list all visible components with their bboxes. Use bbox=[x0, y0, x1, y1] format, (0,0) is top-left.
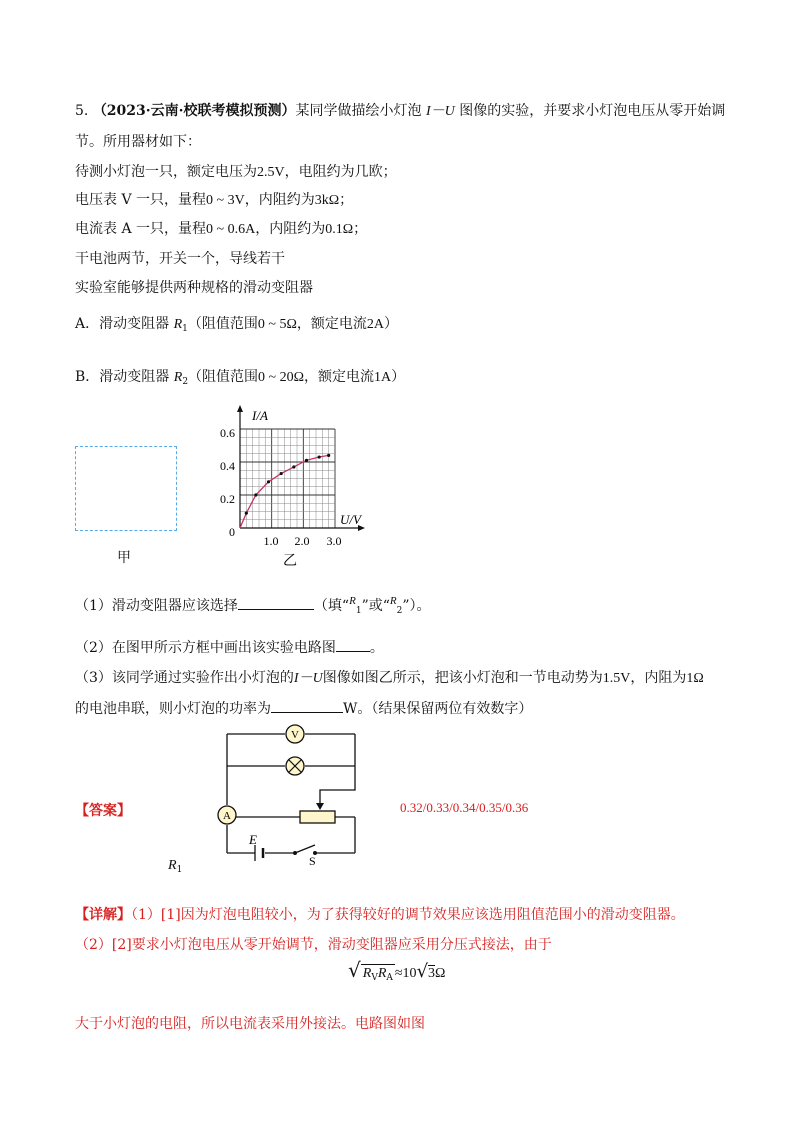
sub1-r1-sub: 1 bbox=[355, 606, 362, 616]
option-a-text-c: ，额定电流 bbox=[296, 316, 367, 332]
option-a-range: 0 ~ 5Ω bbox=[257, 317, 297, 332]
switch-label: S bbox=[309, 854, 316, 865]
item-voltmeter-text: 电压表 V 一只，量程 bbox=[75, 192, 207, 208]
item-ammeter bbox=[75, 218, 367, 238]
sub1-r2-sub: 2 bbox=[396, 606, 403, 616]
option-b-current: 1A bbox=[374, 370, 392, 385]
item-voltmeter-text-b: ，内阻约为 bbox=[244, 192, 315, 208]
option-a-text-b: （阻值范围 bbox=[187, 316, 258, 332]
switch-blade bbox=[295, 845, 315, 853]
sub3-text-e: W。（结果保留两位有效数字） bbox=[343, 701, 533, 717]
item-ammeter-resistance: 0.1Ω bbox=[325, 222, 354, 237]
figure-jia-label: 甲 bbox=[117, 550, 131, 566]
option-a-text-d: ） bbox=[383, 316, 398, 332]
option-b-text-d: ） bbox=[391, 369, 406, 385]
formula-ohm: Ω bbox=[435, 966, 446, 981]
option-b-text-c: ，额定电流 bbox=[304, 369, 375, 385]
question-line-1 bbox=[75, 100, 725, 120]
sub3-emf: 1.5V bbox=[602, 671, 631, 686]
slider-wire bbox=[320, 766, 355, 804]
explain-line-2: （2）[2]要求小灯泡电压从零开始调节，滑动变阻器应采用分压式接法，由于 bbox=[75, 937, 552, 953]
sub2-answer-blank[interactable] bbox=[336, 637, 370, 652]
sub1-text-b: （填“ bbox=[313, 598, 350, 614]
series-points bbox=[245, 454, 331, 515]
explain-line-1 bbox=[75, 904, 685, 924]
item-bulb-voltage: 2.5V bbox=[257, 165, 285, 180]
answer-choice bbox=[168, 857, 182, 875]
data-point bbox=[305, 459, 308, 462]
sqrt-sign-2: √ bbox=[416, 961, 429, 982]
item-ammeter-text-c: ； bbox=[353, 221, 368, 237]
sub3-text-d: 的电池串联，则小灯泡的功率为 bbox=[75, 701, 271, 717]
intro-text-c: 节。所用器材如下： bbox=[75, 134, 201, 150]
sub-question-1 bbox=[75, 595, 431, 616]
answer-label: 【答案】 bbox=[75, 803, 131, 819]
question-number: 5. bbox=[75, 103, 89, 119]
sub1-r1: R bbox=[349, 595, 356, 607]
formula-rv-sub: V bbox=[371, 973, 378, 983]
y-tick-label: 0.2 bbox=[220, 492, 235, 506]
ammeter-label: A bbox=[223, 810, 231, 822]
voltmeter-label: V bbox=[291, 729, 299, 741]
sub3-text-c: ，内阻为 bbox=[630, 670, 687, 686]
answer-power-value: 0.32/0.33/0.34/0.35/0.36 bbox=[400, 800, 529, 815]
x-tick-label: 2.0 bbox=[294, 534, 310, 548]
sub-question-2 bbox=[75, 637, 384, 657]
answer-r1: R bbox=[168, 858, 177, 873]
item-battery: 干电池两节，开关一个，导线若干 bbox=[75, 251, 285, 267]
formula-ra: R bbox=[377, 966, 387, 981]
figure-jia-box bbox=[75, 446, 177, 531]
sub-question-3-line-2 bbox=[75, 698, 532, 718]
option-a-label: A．滑动变阻器 bbox=[75, 316, 170, 332]
item-voltmeter-text-c: ； bbox=[339, 192, 354, 208]
item-voltmeter-range: 0 ~ 3V bbox=[206, 193, 245, 208]
x-axis-label: U/V bbox=[340, 512, 361, 527]
sub2-text: （2）在图甲所示方框中画出该实验电路图 bbox=[75, 640, 336, 656]
y-axis-arrow bbox=[237, 405, 243, 412]
slider-arrow bbox=[316, 803, 324, 810]
iu-chart bbox=[210, 405, 370, 570]
y-tick-label: 0.4 bbox=[220, 459, 235, 473]
option-b-range: 0 ~ 20Ω bbox=[258, 370, 305, 385]
sub3-resistance: 1Ω bbox=[686, 671, 704, 686]
item-bulb bbox=[75, 161, 397, 181]
sub1-text-c: ”）。 bbox=[402, 598, 431, 614]
option-a-symbol: R bbox=[173, 317, 183, 332]
data-point bbox=[318, 455, 321, 458]
intro-text-a: 某同学做描绘小灯泡 bbox=[295, 103, 422, 119]
sub1-r2: R bbox=[389, 595, 397, 607]
option-b-label: B．滑动变阻器 bbox=[75, 369, 170, 385]
intro-text-b: 图像的实验，并要求小灯泡电压从零开始调 bbox=[459, 103, 726, 119]
sub2-text-b: 。 bbox=[369, 640, 384, 656]
item-ammeter-range: 0 ~ 0.6A bbox=[206, 222, 256, 237]
sub3-answer-blank[interactable] bbox=[271, 698, 343, 713]
sub-question-3-line-1 bbox=[75, 667, 704, 687]
answer-circuit bbox=[205, 720, 375, 865]
option-b bbox=[75, 366, 405, 387]
formula-three: 3 bbox=[428, 966, 436, 981]
formula-rv: R bbox=[362, 966, 372, 981]
sub1-answer-blank[interactable] bbox=[238, 595, 314, 610]
option-a-subscript: 1 bbox=[182, 324, 188, 334]
explain-label: 【详解】 bbox=[75, 907, 131, 923]
data-point bbox=[254, 493, 257, 496]
y-tick-label: 0.6 bbox=[220, 426, 235, 440]
question-source: （2023·云南·校联考模拟预测） bbox=[92, 103, 296, 119]
x-tick-label: 1.0 bbox=[263, 534, 279, 548]
data-point bbox=[292, 465, 295, 468]
sub3-text-b: 图像如图乙所示，把该小灯泡和一节电动势为 bbox=[322, 670, 603, 686]
chart-grid bbox=[240, 429, 335, 528]
rheostat bbox=[300, 811, 335, 823]
sub1-text: （1）滑动变阻器应该选择 bbox=[75, 598, 238, 614]
x-tick-label: 3.0 bbox=[326, 534, 342, 548]
option-a-current: 2A bbox=[366, 317, 384, 332]
option-b-text-b: （阻值范围 bbox=[188, 369, 259, 385]
sqrt-body bbox=[361, 964, 395, 981]
sub3-iu-symbol: I－U bbox=[293, 671, 323, 686]
sqrt-sign: √ bbox=[348, 958, 361, 982]
item-bulb-text-b: ，电阻约为几欧； bbox=[284, 164, 397, 180]
data-point bbox=[327, 454, 330, 457]
item-rheostat-intro: 实验室能够提供两种规格的滑动变阻器 bbox=[75, 280, 313, 296]
item-voltmeter bbox=[75, 189, 353, 209]
iu-symbol: I－U bbox=[425, 104, 455, 119]
answer-r1-sub: 1 bbox=[176, 865, 183, 875]
data-point bbox=[245, 512, 248, 515]
option-a bbox=[75, 313, 398, 334]
item-bulb-text: 待测小灯泡一只，额定电压为 bbox=[75, 164, 257, 180]
formula bbox=[348, 958, 445, 984]
explain-text-1: （1）[1]因为灯泡电阻较小，为了获得较好的调节效果应该选用阻值范围小的滑动变阻器。 bbox=[131, 907, 685, 923]
option-b-subscript: 2 bbox=[182, 377, 189, 387]
figure-yi-label: 乙 bbox=[283, 554, 297, 569]
item-ammeter-text: 电流表 A 一只，量程 bbox=[75, 221, 207, 237]
formula-ra-sub: A bbox=[386, 973, 393, 983]
sub1-text-mid: ”或“ bbox=[361, 598, 390, 614]
item-voltmeter-resistance: 3kΩ bbox=[314, 193, 340, 208]
data-point bbox=[267, 480, 270, 483]
option-b-symbol: R bbox=[173, 370, 183, 385]
sub3-text: （3）该同学通过实验作出小灯泡的 bbox=[75, 670, 294, 686]
y-tick-label: 0 bbox=[229, 525, 235, 539]
y-axis-label: I/A bbox=[252, 408, 268, 423]
data-point bbox=[280, 472, 283, 475]
explain-line-3: 大于小灯泡的电阻，所以电流表采用外接法。电路图如图 bbox=[75, 1016, 425, 1032]
item-ammeter-text-b: ，内阻约为 bbox=[255, 221, 326, 237]
formula-approx: ≈10 bbox=[394, 966, 417, 981]
battery-label: E bbox=[249, 832, 257, 847]
